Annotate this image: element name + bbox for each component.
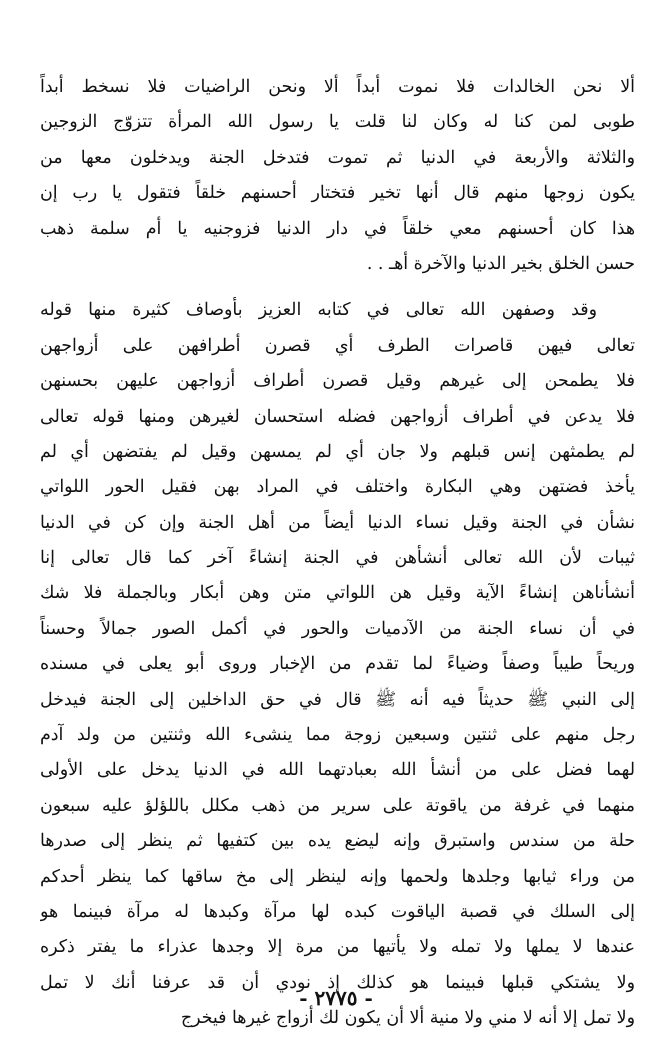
paragraph-1 [40, 70, 635, 282]
text-line: ألا نحن الخالدات فلا نموت أبداً ألا ونحن الراضيات فلا نسخط أبداً [40, 77, 635, 97]
text-line: ولا يشتكي قبلها فبينما هو كذلك إذ نودي أن قد عرفنا أنك لا تمل [40, 972, 635, 993]
text-line: لم يطمثهن إنس قبلهم ولا جان أي لم يمسهن وقيل لم يفتضهن أي لم [40, 441, 635, 462]
text-line: وقد وصفهن الله تعالى في كتابه العزيز بأوصاف كثيرة منها قوله [40, 300, 597, 321]
text-line: منهما في غرفة من ياقوتة على سرير من ذهب مكلل باللؤلؤ عليه سبعون [40, 795, 635, 816]
text-line: يكون زوجها منهم قال أنها تخير فتختار أحسنهم خلقاً فتقول يا رب إن [40, 183, 635, 204]
text-line: نشأن في الجنة وقيل نساء الدنيا أيضاً من أهل الجنة وإن كن في الدنيا [40, 512, 635, 533]
text-line: فلا يدعن في أطراف أزواجهن فضله استحسان لغيرهن ومنها قوله تعالى [40, 406, 635, 427]
text-line: طوبى لمن كنا له وكان لنا قلت يا رسول الله المرأة تتزوّج الزوجين [40, 112, 635, 133]
text-line: هذا كان أحسنهم معي خلقاً في دار الدنيا فزوجنيه يا أم سلمة ذهب [40, 218, 635, 239]
text-line: أنشأناهن إنشاءً الآية وقيل هن اللواتي متن وهن أبكار وبالجملة فلا شك [40, 583, 635, 604]
text-line: إلى النبي ﷺ حديثاً فيه أنه ﷺ قال في حق الداخلين إلى الجنة فيدخل [40, 689, 635, 710]
text-line: عندها لا يملها ولا تمله ولا يأتيها من مرة إلا وجدها عذراء ما يفتر ذكره [40, 937, 635, 958]
text-line: لهما فضل على من أنشأ الله بعبادتهما الله في الدنيا يدخل على الأولى [40, 760, 635, 781]
text-line: ولا تمل إلا أنه لا مني ولا منية ألا أن يكون لك أزواج غيرها فيخرج [180, 1008, 635, 1029]
text-line: والثلاثة والأربعة في الدنيا ثم تموت فتدخل الجنة ويدخلون معها من [40, 147, 635, 168]
text-line: رجل منهم على ثنتين وسبعين زوجة مما ينشىء الله وثنتين من ولد آدم [40, 725, 635, 746]
text-line: فلا يطمحن إلى غيرهم وقيل قصرن أطراف أزواجهن عليهن بحسنهن [40, 371, 635, 392]
paragraph-gap [40, 282, 635, 293]
text-line: حلة من سندس واستبرق وإنه ليضع يده بين كتفيها ثم ينظر إلى صدرها [40, 831, 635, 852]
page-number: - ٢٧٧٥ - [299, 986, 373, 1010]
text-line: ثيبات لأن الله تعالى أنشأهن في الجنة إنشاءً آخر كما قال تعالى إنا [40, 548, 635, 569]
text-line: وريحاً طيباً وصفاً وضياءً لما تقدم من الإخبار وروى أبو يعلى في مسنده [40, 654, 635, 675]
text-line: حسن الخلق بخير الدنيا والآخرة أهـ . . [366, 253, 635, 274]
paragraph-2 [40, 293, 635, 1036]
text-line: يأخذ فضتهن وهي البكارة واختلف في المراد بهن فقيل الحور اللواتي [40, 477, 635, 498]
text-line: إلى السلك في قصبة الياقوت كبده لها مرآة وكبدها له مرآة فبينما هو [40, 901, 635, 922]
text-line: في أن نساء الجنة من الآدميات والحور في أكمل الصور جمالاً وحسناً [40, 618, 635, 639]
text-line: تعالى فيهن قاصرات الطرف أي قصرن أطرافهن على أزواجهن [40, 335, 635, 356]
text-line: من وراء ثيابها وجلدها ولحمها وإنه لينظر إلى مخ ساقها كما ينظر أحدكم [40, 866, 635, 887]
